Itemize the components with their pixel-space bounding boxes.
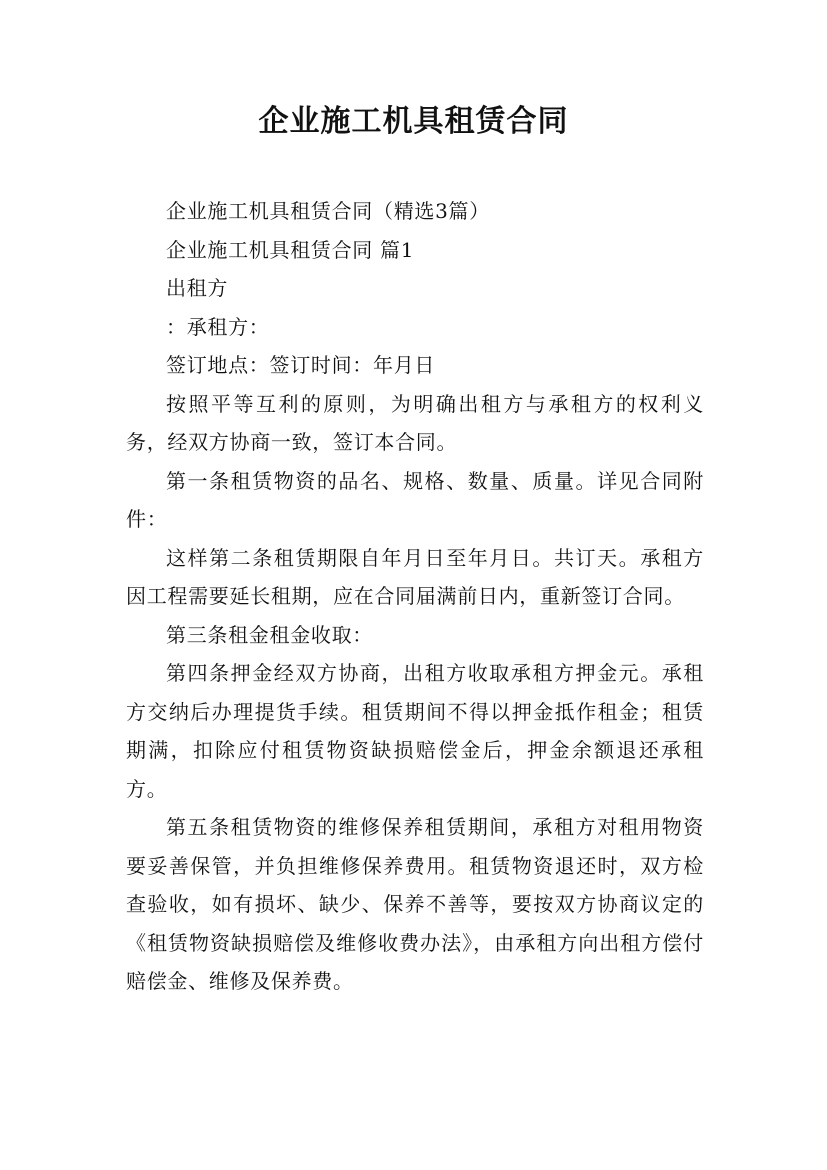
paragraph-preamble: 按照平等互利的原则，为明确出租方与承租方的权利义务，经双方协商一致，签订本合同。 [126, 391, 704, 454]
paragraph-article-1: 第一条租赁物资的品名、规格、数量、质量。详见合同附件： [126, 468, 704, 531]
paragraph-article-2: 这样第二条租赁期限自年月日至年月日。共订天。承租方因工程需要延长租期，应在合同届满前日内，重新签订合同。 [126, 545, 704, 608]
paragraph-lessee: ：承租方： [166, 314, 270, 339]
paragraph-collection-title: 企业施工机具租赁合同（精选3篇） [166, 199, 490, 223]
document-body [126, 192, 704, 1001]
paragraph-signing-info: 签订地点：签订时间：年月日 [166, 353, 436, 377]
paragraph-article-4: 第四条押金经双方协商，出租方收取承租方押金元。承租方交纳后办理提货手续。租赁期间不得以押金抵作租金；租赁期满，扣除应付租赁物资缺损赔偿金后，押金余额退还承租方。 [126, 661, 704, 801]
paragraph-chapter-heading: 企业施工机具租赁合同 篇1 [166, 237, 415, 262]
paragraph-lessor: 出租方 [166, 276, 229, 300]
paragraph-article-3: 第三条租金租金收取： [166, 622, 373, 647]
document-title: 企业施工机具租赁合同 [258, 104, 569, 139]
paragraph-article-5: 第五条租赁物资的维修保养租赁期间，承租方对租用物资要妥善保管，并负担维修保养费用。租赁物资退还时，双方检查验收，如有损坏、缺少、保养不善等，要按双方协商议定的《租赁物资缺损赔偿及维修收费办法》，由承租方向出租方偿付赔偿金、维修及保养费。 [126, 815, 704, 993]
